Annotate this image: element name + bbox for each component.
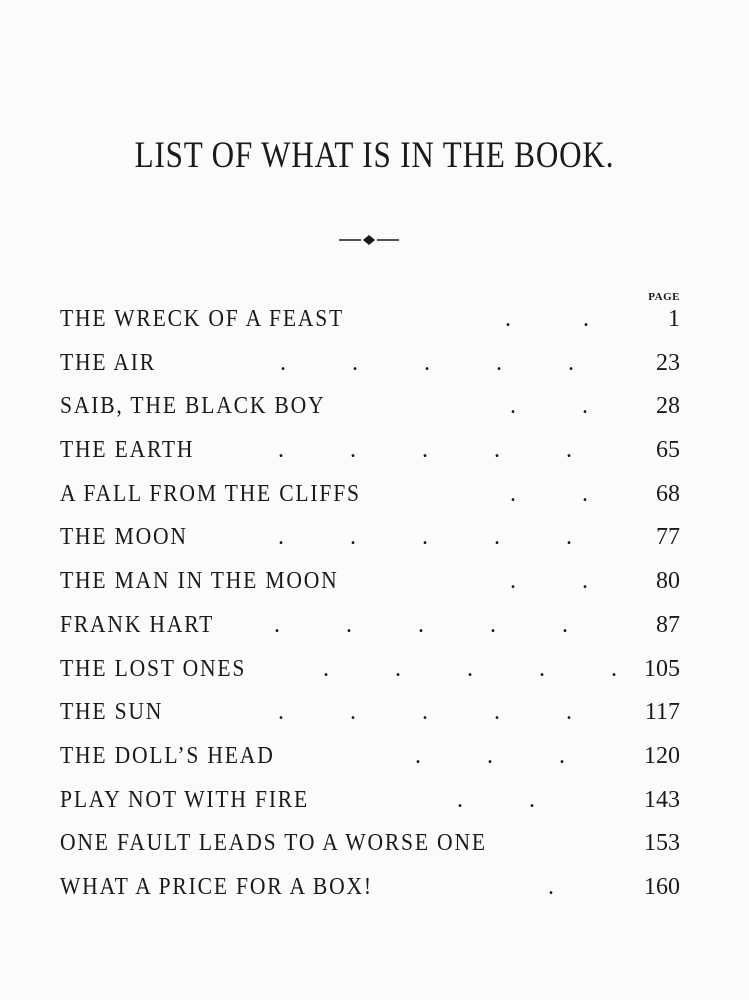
page-column-header: PAGE xyxy=(648,291,680,303)
list-item xyxy=(60,429,680,473)
entry-title: THE MAN IN THE MOON xyxy=(60,568,339,595)
entry-title: THE LOST ONES xyxy=(60,655,247,682)
entry-title: THE SUN xyxy=(60,699,164,726)
entry-page-number: 143 xyxy=(644,786,680,813)
entry-title: WHAT A PRICE FOR A BOX! xyxy=(60,873,373,900)
leader-dots: . . . . . xyxy=(278,699,572,726)
list-item xyxy=(60,560,680,604)
entry-title: PLAY NOT WITH FIRE xyxy=(60,786,310,813)
entry-title: THE EARTH xyxy=(60,437,195,464)
entry-page-number: 23 xyxy=(656,349,680,376)
list-item xyxy=(60,516,680,560)
ornament-divider-icon xyxy=(337,232,401,248)
leader-dots: . . . xyxy=(415,742,565,769)
list-item xyxy=(60,604,680,648)
list-item xyxy=(60,385,680,429)
list-item xyxy=(60,342,680,386)
entry-page-number: 65 xyxy=(656,437,680,464)
entry-title: THE WRECK OF A FEAST xyxy=(60,306,345,332)
entry-title: THE AIR xyxy=(60,349,157,376)
list-item xyxy=(60,735,680,779)
leader-dots: . . . . . xyxy=(278,524,572,551)
entry-page-number: 77 xyxy=(656,524,680,551)
leader-dots: . . xyxy=(510,393,588,420)
leader-dots: . . xyxy=(510,480,588,507)
entry-page-number: 153 xyxy=(644,830,680,857)
entry-title: FRANK HART xyxy=(60,611,215,638)
list-item xyxy=(60,648,680,692)
entry-page-number: 68 xyxy=(656,480,680,507)
entry-title: A FALL FROM THE CLIFFS xyxy=(60,480,361,507)
leader-dots: . . xyxy=(505,306,589,332)
leader-dots: . . xyxy=(510,568,588,595)
leader-dots: . xyxy=(548,873,554,900)
entry-page-number: 117 xyxy=(644,699,680,726)
leader-dots: . . . . . xyxy=(274,611,568,638)
leader-dots: . . xyxy=(457,786,535,813)
list-item xyxy=(60,298,680,342)
entry-page-number: 28 xyxy=(656,393,680,420)
entry-page-number: 80 xyxy=(656,568,680,595)
list-item xyxy=(60,473,680,517)
entry-title: ONE FAULT LEADS TO A WORSE ONE xyxy=(60,830,487,857)
list-item xyxy=(60,866,680,910)
entry-page-number: 120 xyxy=(644,742,680,769)
list-item xyxy=(60,822,680,866)
entry-page-number: 1 xyxy=(668,306,680,332)
list-item xyxy=(60,779,680,823)
entry-page-number: 105 xyxy=(644,655,680,682)
leader-dots: . . . . . xyxy=(323,655,617,682)
contents-list xyxy=(60,298,680,910)
page-title: LIST OF WHAT IS IN THE BOOK. xyxy=(134,135,615,176)
entry-title: SAIB, THE BLACK BOY xyxy=(60,393,326,420)
list-item xyxy=(60,691,680,735)
leader-dots: . . . . . xyxy=(278,437,572,464)
entry-title: THE DOLL’S HEAD xyxy=(60,742,275,769)
leader-dots: . . . . . xyxy=(280,349,574,376)
entry-page-number: 160 xyxy=(644,873,680,900)
entry-title: THE MOON xyxy=(60,524,188,551)
entry-page-number: 87 xyxy=(656,611,680,638)
